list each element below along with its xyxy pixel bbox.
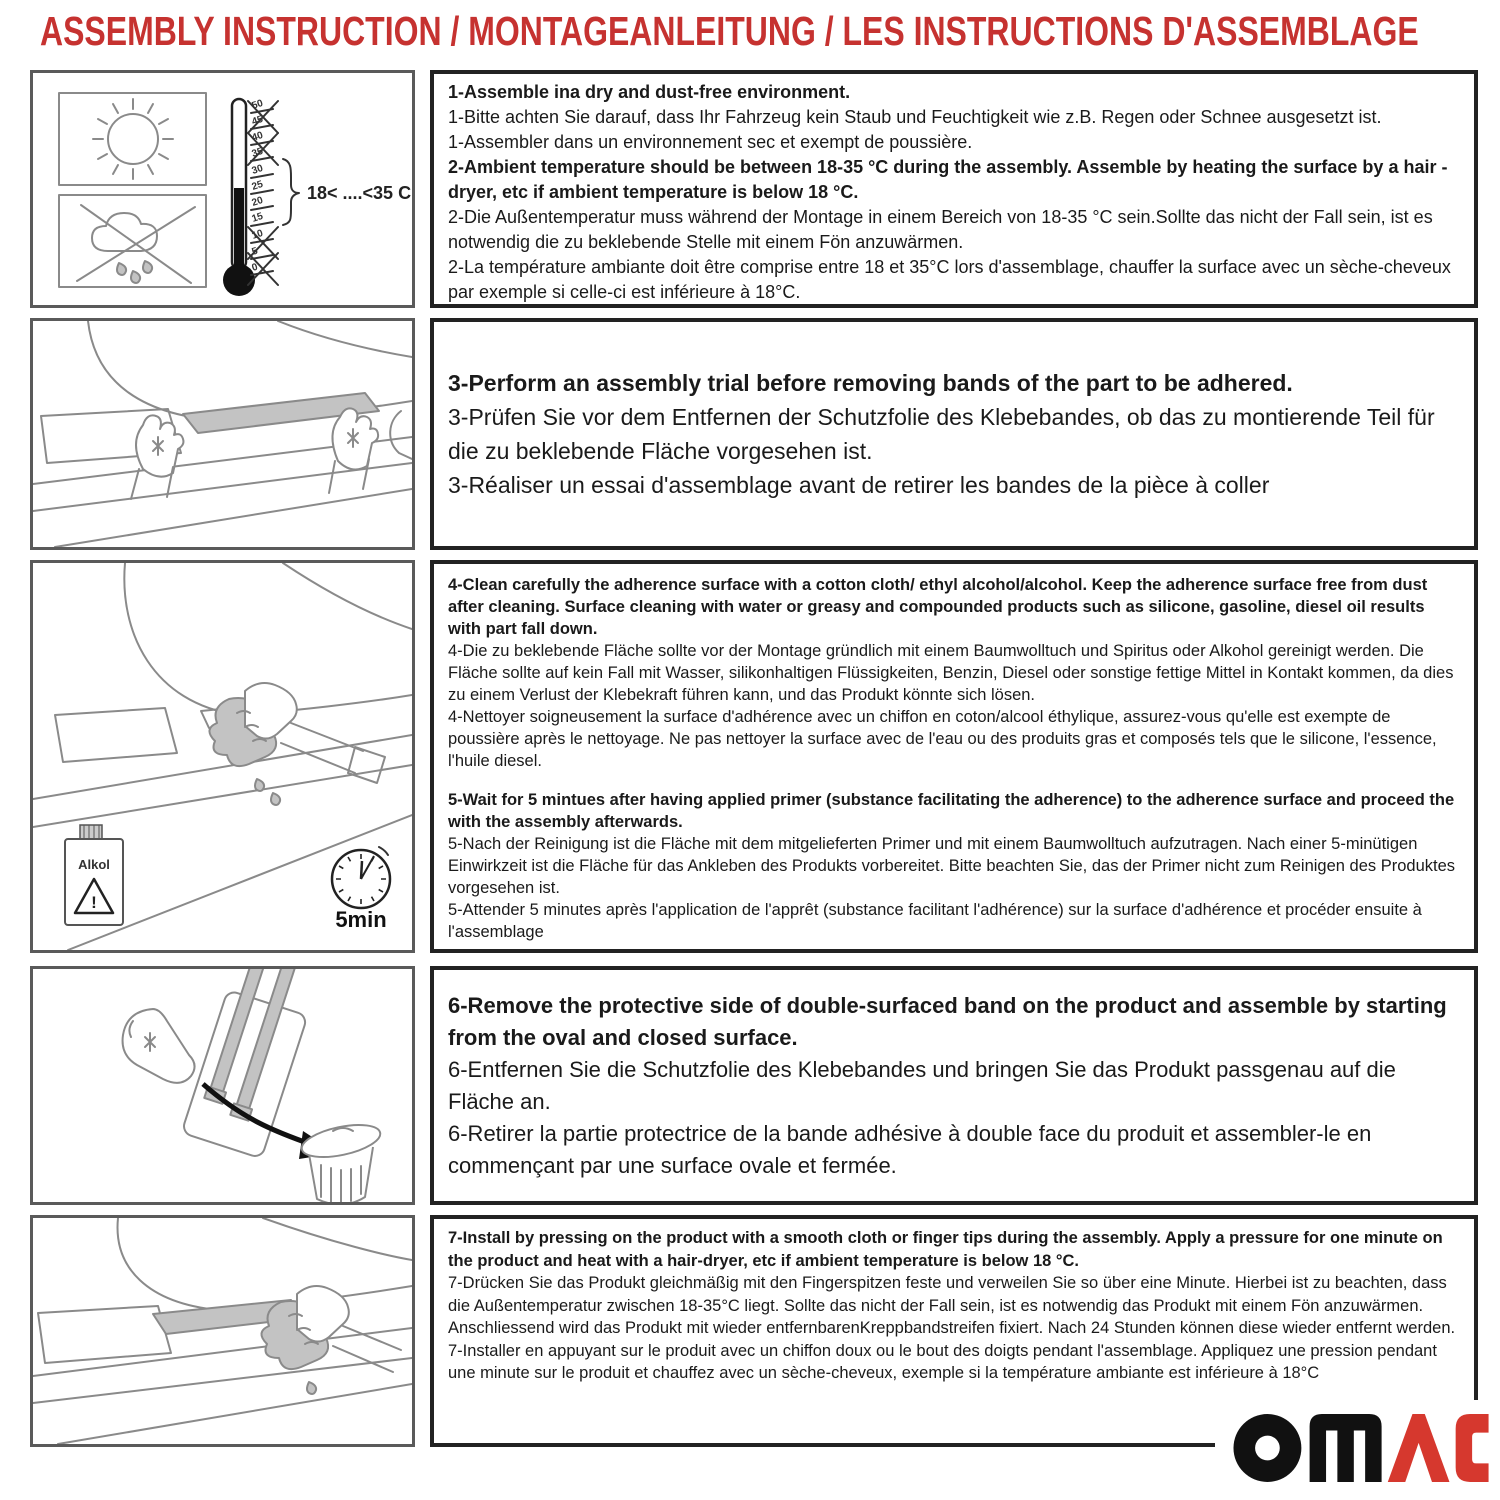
- instruction-line: 7-Drücken Sie das Produkt gleichmäßig mit den Fingerspitzen feste und verweilen Sie so über eine Minute. Hierbei ist zu beachten, dass die Außentemperatur zwischen 18-35°C liegt. Sollte das nicht der Fall sein, ist es notwendig das Produkt mit einem Fön anzuwärmen. Anschliessend wird das Produkt mit wieder entfernbarenKreppbandstreifen fixiert. Nach 24 Stunden können diese wieder entfernt werden.: [448, 1274, 1456, 1337]
- omac-logo: [1215, 1400, 1500, 1495]
- svg-text:20: 20: [250, 194, 265, 209]
- instruction-line: 2-Ambient temperature should be between 18-35 °C during the assembly. Assemble by heating the surface by a hair -dryer, etc if ambient temperature is below 18 °C.: [448, 157, 1448, 202]
- clock-icon: [332, 847, 390, 932]
- temp-range-label: 18< ....<35 C: [307, 183, 412, 203]
- illustration-trial-box: [30, 318, 415, 550]
- instruction-line: 2-Die Außentemperatur muss während der Montage in einem Bereich von 18-35 °C sein.Sollte das nicht der Fall sein, ist es notwendig die zu beklebende Stelle mit einem Fön anzuwärmen.: [448, 207, 1433, 252]
- bottle-label: Alkol: [78, 857, 110, 872]
- instruction-line: 7-Install by pressing on the product with a smooth cloth or finger tips during the assembly. Apply a pressure for one minute on the product and heat with a hair-dryer, etc if ambient temperature is below 18 °C.: [448, 1229, 1443, 1270]
- sun-icon: [93, 99, 173, 179]
- cleaning-illustration: [33, 563, 412, 950]
- instruction-line: 6-Remove the protective side of double-surfaced band on the product and assemble by starting from the oval and closed surface.: [448, 992, 1447, 1050]
- omac-logo-mark: [1230, 1412, 1490, 1484]
- svg-text:40: 40: [250, 129, 265, 144]
- illustration-band-box: [30, 966, 415, 1205]
- left-hand-icon: [131, 415, 183, 499]
- no-rain-icon: [77, 205, 195, 283]
- press-install-illustration: [33, 1218, 412, 1444]
- illustration-environment-box: [30, 70, 415, 308]
- product-panel: [181, 969, 321, 1159]
- illustration-press-box: [30, 1215, 415, 1447]
- clock-label: 5min: [335, 907, 387, 932]
- peel-band-trash-illustration: [33, 969, 412, 1202]
- door-sill-trial-illustration: [33, 321, 412, 547]
- alcohol-bottle-icon: [65, 825, 123, 925]
- right-hand-icon: [329, 408, 378, 493]
- instruction-text-environment: [430, 70, 1478, 308]
- thermometer-icon: [223, 98, 411, 296]
- instruction-line: 3-Réaliser un essai d'assemblage avant de retirer les bandes de la pièce à coller: [448, 472, 1270, 498]
- instruction-line: 7-Installer en appuyant sur le produit avec un chiffon doux ou le bout des doigts pendant l'assemblage. Appliquez une pression pendant une minute sur le produit et chauffez avec un sèche-cheveux, exemple si la température ambiante est inférieure à 18°C: [448, 1341, 1437, 1382]
- instruction-line: 1-Bitte achten Sie darauf, dass Ihr Fahrzeug kein Staub und Feuchtigkeit wie z.B. Regen oder Schnee ausgesetzt ist.: [448, 107, 1382, 127]
- instruction-line: 5-Wait for 5 mintues after having applied primer (substance facilitating the adherence) to the adherence surface and proceed the with the assembly afterwards.: [448, 791, 1455, 831]
- instruction-line: 6-Retirer la partie protectrice de la bande adhésive à double face du produit et assembler-le en commençant par une surface ovale et fermée.: [448, 1120, 1372, 1178]
- svg-text:45: 45: [250, 113, 265, 128]
- instruction-text-clean: [430, 560, 1478, 953]
- brace-glyph: [283, 159, 299, 225]
- instruction-line: 4-Nettoyer soigneusement la surface d'adhérence avec un chiffon en coton/alcool éthylique, assurez-vous qu'elle est exempte de poussière après le nettoyage. Ne pas nettoyer la surface avec de l'eau ou des produits gras et composés tels que le silicone, l'essence, l'huile diesel.: [448, 708, 1437, 770]
- svg-text:10: 10: [250, 227, 265, 242]
- sun-rain-thermometer-illustration: [33, 73, 412, 305]
- svg-text:30: 30: [250, 162, 265, 177]
- svg-text:5: 5: [250, 245, 260, 258]
- instruction-line: 3-Perform an assembly trial before removing bands of the part to be adhered.: [448, 370, 1293, 396]
- page-title: ASSEMBLY INSTRUCTION / MONTAGEANLEITUNG / LES INSTRUCTIONS D'ASSEMBLAGE: [40, 8, 1419, 54]
- svg-text:0: 0: [250, 261, 260, 274]
- svg-text:15: 15: [250, 210, 265, 225]
- trash-bin-icon: [299, 1119, 383, 1202]
- instruction-line: 4-Die zu beklebende Fläche sollte vor der Montage gründlich mit einem Baumwolltuch und Spiritus oder Alkohol gereinigt werden. Die Fläche sollte auf kein Fall mit Wasser, silikonhaltigen Flüssigkeiten, Benzin, Diesel oder sonstige fettige Mittel in Kontakt kommen, da dies zu einem Verlust der Klebekraft führen kann, und das Produkt könnte sich lösen.: [448, 642, 1454, 704]
- instruction-line: 5-Nach der Reinigung ist die Fläche mit dem mitgelieferten Primer und mit einem Baumwolltuch aufzutragen. Nach einer 5-minütigen Einwirkzeit ist die Fläche für das Ankleben des Produkts vorbereitet. Bitte beachten Sie, das der Primer nicht zum Reinigen des Produktes vorgesehen ist.: [448, 835, 1456, 897]
- svg-text:50: 50: [250, 97, 265, 112]
- instruction-text-trial: [430, 318, 1478, 550]
- instruction-line: 1-Assembler dans un environnement sec et exempt de poussière.: [448, 132, 973, 152]
- instruction-line: 2-La température ambiante doit être comprise entre 18 et 35°C lors d'assemblage, chauffer la surface avec un sèche-cheveux par exemple si celle-ci est inférieure à 18°C.: [448, 257, 1451, 302]
- illustration-clean-box: [30, 560, 415, 953]
- instruction-line: 1-Assemble ina dry and dust-free environment.: [448, 82, 851, 102]
- instruction-line: 6-Entfernen Sie die Schutzfolie des Klebebandes und bringen Sie das Produkt passgenau auf die Fläche an.: [448, 1056, 1396, 1114]
- instruction-line: 5-Attender 5 minutes après l'application de l'apprêt (substance facilitant l'adhérence) sur la surface d'adhérence et procéder ensuite à l'assemblage: [448, 901, 1422, 941]
- svg-text:25: 25: [250, 178, 265, 193]
- peeling-hand-icon: [123, 1009, 195, 1083]
- instruction-text-band: [430, 966, 1478, 1205]
- instruction-line: 4-Clean carefully the adherence surface with a cotton cloth/ ethyl alcohol/alcohol. Keep the adherence surface free from dust after cleaning. Surface cleaning with water or greasy and compounded products such as silicone, gasoline, diesel oil results with part fall down.: [448, 576, 1428, 638]
- pressing-hand-icon: [261, 1286, 401, 1394]
- warning-exclamation: !: [91, 893, 97, 912]
- instruction-line: 3-Prüfen Sie vor dem Entfernen der Schutzfolie des Klebebandes, ob das zu montierende Teil für die zu beklebende Fläche vorgesehen ist.: [448, 404, 1435, 464]
- svg-text:35: 35: [250, 145, 265, 160]
